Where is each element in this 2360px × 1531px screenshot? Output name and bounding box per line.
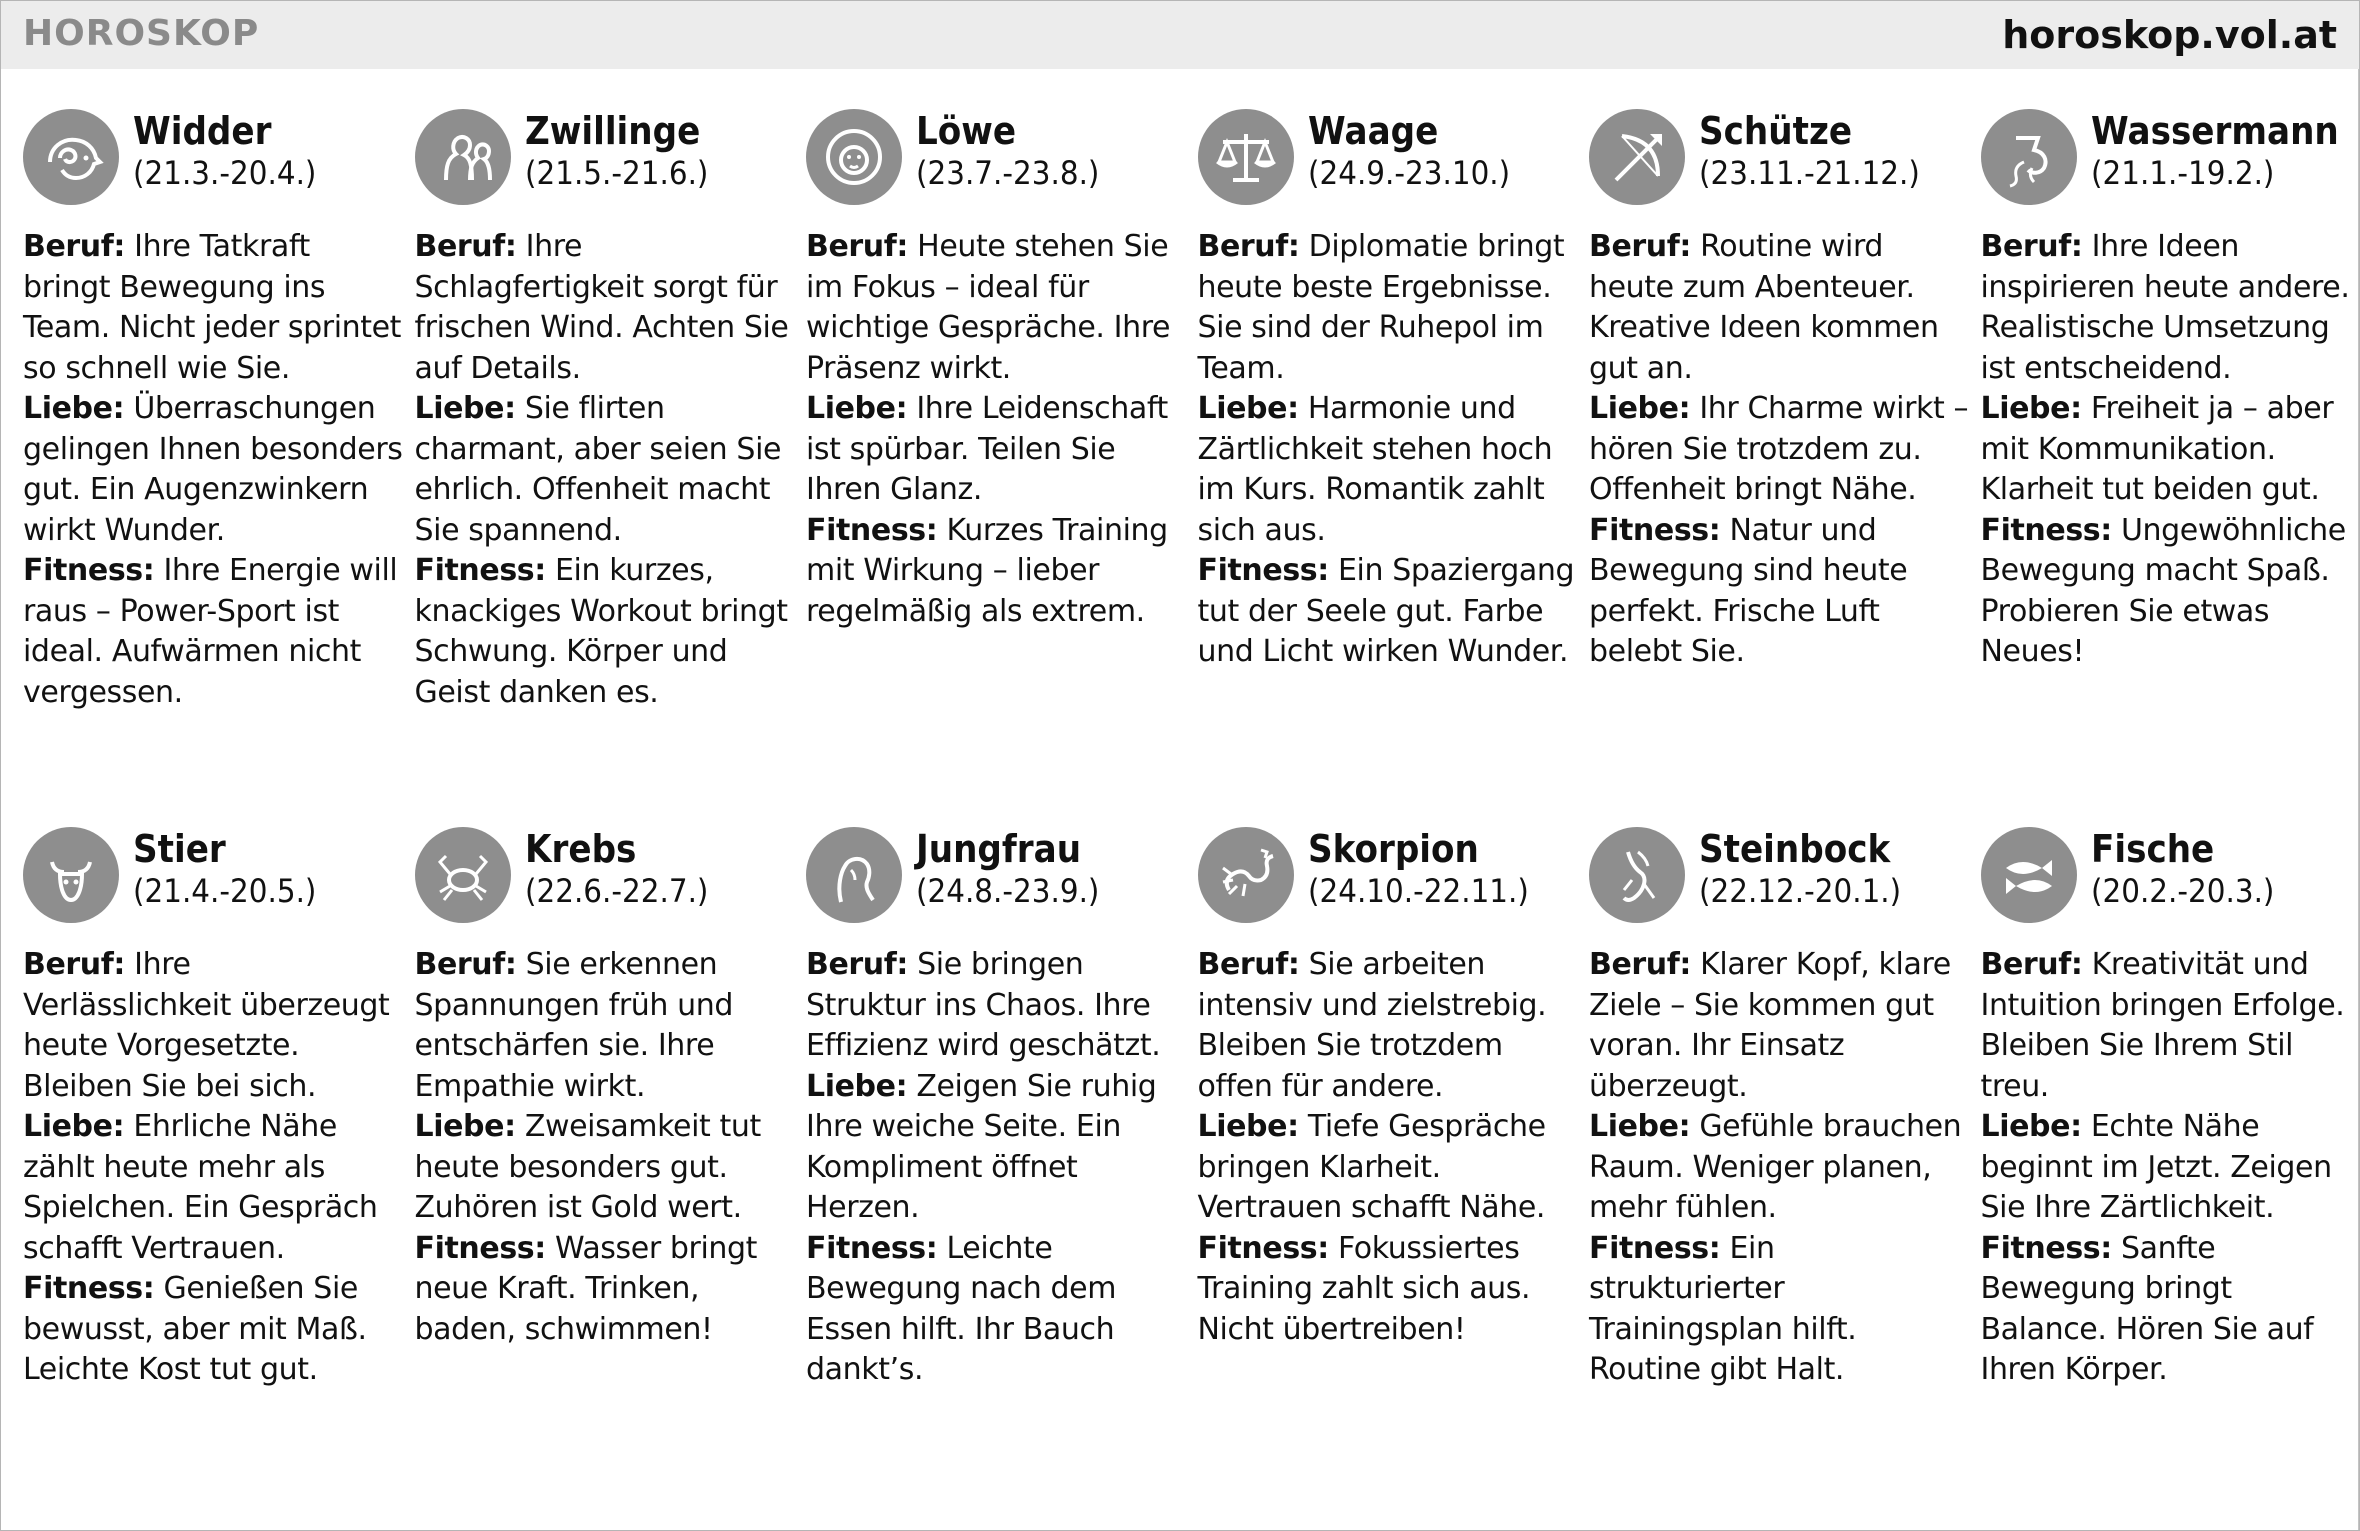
sign-card bbox=[23, 827, 415, 1527]
fitness-text: Natur und Bewegung sind heute perfekt. Frische Luft belebt Sie. bbox=[1589, 512, 1908, 669]
fitness-text: Fokussiertes Training zahlt sich aus. Nicht übertreiben! bbox=[1197, 1230, 1531, 1347]
fitness-label: Fitness: bbox=[806, 512, 938, 548]
sign-dates: (23.11.-21.12.) bbox=[1699, 154, 1920, 192]
twins-icon bbox=[415, 109, 511, 205]
fitness-text: Genießen Sie bewusst, aber mit Maß. Leichte Kost tut gut. bbox=[23, 1271, 367, 1387]
sign-name: Steinbock bbox=[1699, 827, 1891, 871]
sign-text bbox=[1589, 945, 1971, 1391]
sign-dates: (24.9.-23.10.) bbox=[1307, 154, 1510, 192]
beruf-text: Sie bringen Struktur ins Chaos. Ihre Effizienz wird geschätzt. bbox=[806, 947, 1161, 1063]
sign-card bbox=[1589, 109, 1981, 827]
sign-header bbox=[1981, 827, 2360, 935]
liebe-label: Liebe: bbox=[1980, 391, 2082, 426]
sign-text bbox=[23, 945, 405, 1391]
beruf-label: Beruf: bbox=[1980, 947, 2083, 982]
water-bearer-icon bbox=[1981, 109, 2077, 205]
sign-dates: (21.4.-20.5.) bbox=[133, 872, 317, 910]
sign-dates: (21.3.-20.4.) bbox=[133, 154, 317, 192]
beruf-text: Ihre Schlagfertigkeit sorgt für frischen Wind. Achten Sie auf Details. bbox=[414, 229, 789, 386]
horoscope-grid bbox=[23, 109, 2353, 1527]
fitness-label: Fitness: bbox=[1197, 553, 1329, 588]
fitness-text: Ungewöhnliche Bewegung macht Spaß. Probieren Sie etwas Neues! bbox=[1980, 512, 2346, 669]
sign-text bbox=[806, 227, 1188, 632]
fitness-label: Fitness: bbox=[23, 1271, 155, 1306]
fitness-label: Fitness: bbox=[806, 1230, 938, 1266]
beruf-label: Beruf: bbox=[23, 229, 126, 264]
sign-card bbox=[1198, 827, 1590, 1527]
sign-dates: (21.1.-19.2.) bbox=[2090, 154, 2274, 192]
beruf-text: Klarer Kopf, klare Ziele – Sie kommen gut voran. Ihr Einsatz überzeugt. bbox=[1589, 947, 1951, 1104]
fitness-label: Fitness: bbox=[1980, 1230, 2112, 1266]
sign-text bbox=[1981, 227, 2360, 673]
fitness-text: Leichte Bewegung nach dem Essen hilft. Ihr Bauch dankt’s. bbox=[806, 1230, 1117, 1387]
sign-text bbox=[806, 945, 1188, 1391]
sign-text bbox=[1198, 227, 1580, 673]
liebe-label: Liebe: bbox=[1589, 1109, 1691, 1144]
liebe-label: Liebe: bbox=[414, 1109, 516, 1144]
sign-header bbox=[1589, 109, 1971, 217]
beruf-text: Sie arbeiten intensiv und zielstrebig. Bleiben Sie trotzdem offen für andere. bbox=[1197, 947, 1547, 1104]
beruf-text: Routine wird heute zum Abenteuer. Kreative Ideen kommen gut an. bbox=[1589, 229, 1939, 386]
liebe-label: Liebe: bbox=[1980, 1109, 2082, 1144]
sign-name: Fische bbox=[2090, 827, 2214, 871]
sign-header bbox=[806, 827, 1188, 935]
sign-text bbox=[1981, 945, 2360, 1391]
beruf-text: Heute stehen Sie im Fokus – ideal für wichtige Gespräche. Ihre Präsenz wirkt. bbox=[806, 229, 1171, 386]
site-url: horoskop.vol.at bbox=[2002, 13, 2337, 57]
sign-card bbox=[1589, 827, 1981, 1527]
virgin-icon bbox=[806, 827, 902, 923]
header-bar bbox=[1, 1, 2359, 69]
liebe-text: Ehrliche Nähe zählt heute mehr als Spielchen. Ein Gespräch schafft Vertrauen. bbox=[23, 1109, 378, 1266]
sign-name: Schütze bbox=[1699, 109, 1853, 153]
fitness-text: Ein strukturierter Trainingsplan hilft. Routine gibt Halt. bbox=[1589, 1230, 1857, 1387]
scorpion-icon bbox=[1198, 827, 1294, 923]
fitness-label: Fitness: bbox=[1589, 512, 1721, 548]
crab-icon bbox=[415, 827, 511, 923]
sign-header bbox=[1198, 109, 1580, 217]
sign-header bbox=[1198, 827, 1580, 935]
beruf-label: Beruf: bbox=[806, 947, 909, 982]
sign-name: Wassermann bbox=[2090, 109, 2339, 153]
sign-name: Skorpion bbox=[1307, 827, 1479, 871]
beruf-label: Beruf: bbox=[1589, 229, 1692, 264]
fitness-text: Ihre Energie will raus – Power-Sport ist ideal. Aufwärmen nicht vergessen. bbox=[23, 553, 398, 710]
beruf-text: Sie erkennen Spannungen früh und entschärfen sie. Ihre Empathie wirkt. bbox=[414, 947, 734, 1104]
liebe-text: Ihr Charme wirkt – hören Sie trotzdem zu. Offenheit bringt Nähe. bbox=[1589, 391, 1969, 507]
sign-header bbox=[415, 827, 797, 935]
liebe-text: Überraschungen gelingen Ihnen besonders gut. Ein Augenzwinkern wirkt Wunder. bbox=[23, 391, 403, 548]
liebe-label: Liebe: bbox=[23, 391, 125, 426]
liebe-label: Liebe: bbox=[1197, 1109, 1299, 1144]
fitness-text: Sanfte Bewegung bringt Balance. Hören Sie auf Ihren Körper. bbox=[1980, 1230, 2314, 1387]
sign-card bbox=[806, 109, 1198, 827]
sign-name: Zwillinge bbox=[524, 109, 700, 153]
sign-card bbox=[1981, 109, 2360, 827]
sign-name: Jungfrau bbox=[916, 827, 1082, 871]
sign-text bbox=[23, 227, 405, 713]
beruf-text: Ihre Tatkraft bringt Bewegung ins Team. Nicht jeder sprintet so schnell wie Sie. bbox=[23, 229, 402, 386]
beruf-text: Diplomatie bringt heute beste Ergebnisse. Sie sind der Ruhepol im Team. bbox=[1197, 229, 1565, 386]
liebe-text: Echte Nähe beginnt im Jetzt. Zeigen Sie Ihre Zärtlichkeit. bbox=[1980, 1109, 2332, 1225]
sign-text bbox=[1589, 227, 1971, 673]
sign-card bbox=[23, 109, 415, 827]
beruf-label: Beruf: bbox=[1197, 947, 1300, 982]
sign-name: Widder bbox=[133, 109, 272, 153]
beruf-text: Kreativität und Intuition bringen Erfolge. Bleiben Sie Ihrem Stil treu. bbox=[1980, 947, 2345, 1104]
liebe-text: Gefühle brauchen Raum. Weniger planen, mehr fühlen. bbox=[1589, 1109, 1962, 1225]
beruf-label: Beruf: bbox=[414, 229, 517, 264]
sign-card bbox=[415, 827, 807, 1527]
sign-dates: (24.8.-23.9.) bbox=[916, 872, 1100, 910]
sign-dates: (22.6.-22.7.) bbox=[524, 872, 708, 910]
fish-icon bbox=[1981, 827, 2077, 923]
sign-text bbox=[1198, 945, 1580, 1350]
liebe-text: Freiheit ja – aber mit Kommunikation. Klarheit tut beiden gut. bbox=[1980, 391, 2334, 507]
sign-header bbox=[806, 109, 1188, 217]
beruf-label: Beruf: bbox=[1980, 229, 2083, 264]
sign-name: Löwe bbox=[916, 109, 1017, 153]
liebe-text: Harmonie und Zärtlichkeit stehen hoch im Kurs. Romantik zahlt sich aus. bbox=[1197, 391, 1553, 548]
liebe-label: Liebe: bbox=[1197, 391, 1299, 426]
capricorn-icon bbox=[1589, 827, 1685, 923]
sign-header bbox=[1589, 827, 1971, 935]
sign-card bbox=[806, 827, 1198, 1527]
fitness-text: Ein kurzes, knackiges Workout bringt Schwung. Körper und Geist danken es. bbox=[414, 553, 788, 710]
fitness-label: Fitness: bbox=[1589, 1230, 1721, 1266]
sign-dates: (20.2.-20.3.) bbox=[2090, 872, 2274, 910]
sign-header bbox=[1981, 109, 2360, 217]
liebe-text: Zweisamkeit tut heute besonders gut. Zuhören ist Gold wert. bbox=[414, 1109, 761, 1225]
beruf-label: Beruf: bbox=[1197, 229, 1300, 264]
liebe-label: Liebe: bbox=[414, 391, 516, 426]
bull-icon bbox=[23, 827, 119, 923]
sign-dates: (23.7.-23.8.) bbox=[916, 154, 1100, 192]
beruf-text: Ihre Verlässlichkeit überzeugt heute Vorgesetzte. Bleiben Sie bei sich. bbox=[23, 947, 390, 1104]
scales-icon bbox=[1198, 109, 1294, 205]
liebe-text: Tiefe Gespräche bringen Klarheit. Vertrauen schafft Nähe. bbox=[1197, 1109, 1546, 1225]
sign-card bbox=[1981, 827, 2360, 1527]
fitness-label: Fitness: bbox=[414, 553, 546, 588]
liebe-text: Sie flirten charmant, aber seien Sie ehrlich. Offenheit macht Sie spannend. bbox=[414, 391, 782, 548]
sign-card bbox=[1198, 109, 1590, 827]
sign-header bbox=[23, 109, 405, 217]
liebe-label: Liebe: bbox=[806, 391, 908, 426]
sign-name: Krebs bbox=[524, 827, 636, 871]
fitness-label: Fitness: bbox=[414, 1230, 546, 1266]
sign-card bbox=[415, 109, 807, 827]
liebe-label: Liebe: bbox=[1589, 391, 1691, 426]
sign-header bbox=[415, 109, 797, 217]
liebe-text: Ihre Leidenschaft ist spürbar. Teilen Sie Ihren Glanz. bbox=[806, 391, 1168, 507]
fitness-text: Kurzes Training mit Wirkung – lieber regelmäßig als extrem. bbox=[806, 512, 1168, 629]
liebe-label: Liebe: bbox=[23, 1109, 125, 1144]
sign-dates: (24.10.-22.11.) bbox=[1307, 872, 1529, 910]
beruf-label: Beruf: bbox=[806, 229, 909, 264]
fitness-label: Fitness: bbox=[1197, 1230, 1329, 1266]
liebe-text: Zeigen Sie ruhig Ihre weiche Seite. Ein Kompliment öffnet Herzen. bbox=[806, 1068, 1157, 1225]
lion-icon bbox=[806, 109, 902, 205]
sign-text bbox=[415, 227, 797, 713]
sign-name: Stier bbox=[133, 827, 226, 871]
fitness-text: Wasser bringt neue Kraft. Trinken, baden, schwimmen! bbox=[414, 1230, 758, 1347]
section-title: HOROSKOP bbox=[23, 13, 260, 54]
beruf-label: Beruf: bbox=[23, 947, 126, 982]
ram-icon bbox=[23, 109, 119, 205]
fitness-text: Ein Spaziergang tut der Seele gut. Farbe und Licht wirken Wunder. bbox=[1197, 553, 1575, 669]
sign-dates: (22.12.-20.1.) bbox=[1699, 872, 1902, 910]
sign-header bbox=[23, 827, 405, 935]
beruf-label: Beruf: bbox=[1589, 947, 1692, 982]
liebe-label: Liebe: bbox=[806, 1068, 908, 1104]
sign-dates: (21.5.-21.6.) bbox=[524, 154, 708, 192]
fitness-label: Fitness: bbox=[23, 553, 155, 588]
beruf-text: Ihre Ideen inspirieren heute andere. Realistische Umsetzung ist entscheidend. bbox=[1980, 229, 2350, 386]
archer-bow-icon bbox=[1589, 109, 1685, 205]
fitness-label: Fitness: bbox=[1980, 512, 2112, 548]
sign-text bbox=[415, 945, 797, 1350]
sign-name: Waage bbox=[1307, 109, 1438, 153]
beruf-label: Beruf: bbox=[414, 947, 517, 982]
